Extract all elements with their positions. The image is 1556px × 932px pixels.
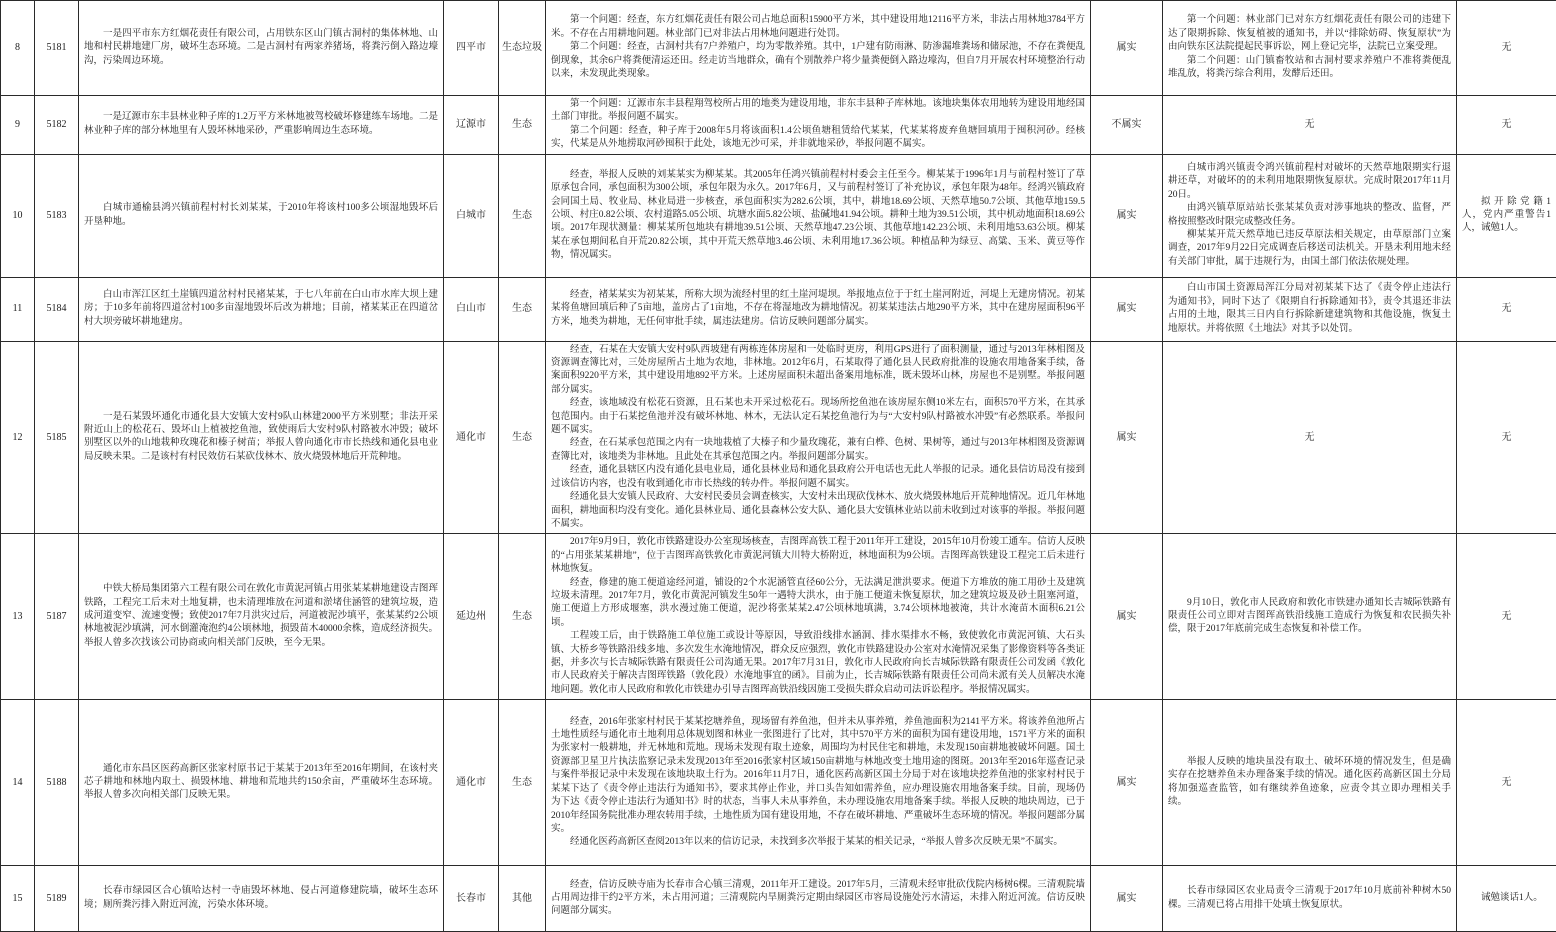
report-content-cell: 一是四平市东方红烟花责任有限公司，占用铁东区山门镇古洞村的集体林地、山地和村民耕地建厂房，破坏生态环境。二是古洞村有两家养猪场，将粪污倒入路边壕沟，污染周边环境。: [79, 1, 444, 96]
verification-cell: 经查，举报人反映的刘某某实为柳某某。其2005年任鸿兴镇前程村村委会主任至今。柳某某于1996年1月与前程村签订了草原承包合同，承包面积为300公顷，承包年限为永久。2017年6月，又与前程村签订了补充协议，承包年限为48年。经鸿兴镇政府会同国土局、牧业局、林业局进一步核查，承包面积实为282.6公顷，其中，耕地18.69公顷、天然草地50.7公顷、其他草地159.5公顷、村庄0.82公顷、农村道路5.05公顷、坑塘水面5.82公顷、盐碱地41.94公顷。耕种土地为39.51公顷，其中机动地面积18.69公顷。2017年现状测量：柳某某所包地块有耕地39.51公顷、天然草地47.23公顷、其他草地142.23公顷、未利用地53.63公顷。柳某某在承包期间私自开荒20.82公顷，其中开荒天然草地3.46公顷、未利用地17.36公顷。种植品种为绿豆、高粱、玉米、黄豆等作物，情况属实。: [546, 154, 1091, 277]
accountability-cell: 无: [1457, 277, 1556, 341]
report-content-cell: 一是石某毁坏通化市通化县大安镇大安村9队山林建2000平方米别墅；非法开采附近山上的松花石、毁坏山上植被挖鱼池，致使雨后大安村9队村路被水冲毁；破坏别墅区以外的山地栽种玫瑰花和榛子树苗；举报人曾向通化市市长热线和通化县电业局反映未果。二是该村有村民效仿石某砍伐林木、放火烧毁林地后开荒种地。: [79, 341, 444, 534]
city-cell: 长春市: [444, 866, 499, 932]
table-row: [1, 1, 1556, 96]
verified-status-cell: 属实: [1091, 866, 1163, 932]
report-content-cell: 白山市浑江区红土崖镇四道岔村村民褚某某，于七八年前在白山市水库大坝上建房；于10多年前将四道岔村100多亩湿地毁坏后改为耕地；目前，褚某某正在四道岔村大坝旁破坏耕地建房。: [79, 277, 444, 341]
table-row: [1, 700, 1556, 866]
table-row: [1, 341, 1556, 534]
row-no-cell: 14: [1, 700, 35, 866]
row-no-cell: 9: [1, 96, 35, 155]
handling-cell: 白山市国土资源局浑江分局对初某某下达了《责令停止违法行为通知书》，同时下达了《限期自行拆除通知书》，责令其退还非法占用的土地，限其三日内自行拆除新建建筑物和其他设施，恢复土地原状。并将依照《土地法》对其予以处罚。: [1163, 277, 1457, 341]
city-cell: 辽源市: [444, 96, 499, 155]
table-row: [1, 154, 1556, 277]
report-content-cell: 中铁大桥局集团第六工程有限公司在敦化市黄泥河镇占用张某某耕地建设吉图珲铁路，工程完工后未对土地复耕，也未清理堆放在河道和淤堵住涵管的建筑垃圾，造成河道变窄、流速变慢；致使2017年7月洪灾过后，河道被泥沙填平，张某某约2公顷林地被泥沙填满，河水倒灌淹泡约4公顷林地，损毁苗木40000余株，造成经济损失。举报人曾多次找该公司协商或向相关部门反映，至今无果。: [79, 534, 444, 700]
row-no-cell: 10: [1, 154, 35, 277]
category-cell: 其他: [499, 866, 546, 932]
handling-cell: 举报人反映的地块虽没有取土、破坏环境的情况发生，但是确实存在挖塘养鱼未办理备案手续的情况。通化医药高新区国土分局将加强巡查监管，如有继续养鱼迹象，应责令其立即办理相关手续。: [1163, 700, 1457, 866]
case-id-cell: 5182: [35, 96, 79, 155]
report-table-body: [1, 1, 1556, 932]
verified-status-cell: 属实: [1091, 154, 1163, 277]
verification-cell: 2017年9月9日，敦化市铁路建设办公室现场核查，吉图珲高铁工程于2011年开工建设，2015年10月份竣工通车。信访人反映的“占用张某某耕地”，位于吉图珲高铁敦化市黄泥河镇大川特大桥附近，林地面积为9公顷。吉图珲高铁建设工程完工后未进行林地恢复。 经查，修建的施工便道途经河道，铺设的2个水泥涵管直径60公分，无法满足泄洪要求。便道下方堆放的施工用砂土及建筑垃圾未清理。2017年7月，敦化市黄泥河镇发生50年一遇特大洪水，由于施工便道未恢复原状，加之建筑垃圾及砂土阻塞河道，施工便道上方形成堰塞，洪水漫过施工便道，泥沙将张某某2.47公顷林地填满，3.74公顷林地被淹，共计水淹苗木面积6.21公顷。 工程竣工后，由于铁路施工单位施工或设计等原因，导致沿线排水涵洞、排水渠排水不畅，致使敦化市黄泥河镇、大石头镇、大桥乡等铁路沿线多地、多次发生水淹地情况，群众反应强烈，敦化市铁路建设办公室对水淹情况采集了影像资料等各类证据，并多次与长吉城际铁路有限责任公司沟通无果。2017年7月31日，敦化市人民政府向长吉城际铁路有限责任公司发函《敦化市人民政府关于解决吉图珲铁路（敦化段）水淹地事宜的函》。目前为止，长吉城际铁路有限责任公司尚未派有关人员解决水淹地问题。敦化市人民政府和敦化市铁建办引导吉图珲高铁沿线因施工受损失群众启动司法诉讼程序。举报情况属实。: [546, 534, 1091, 700]
case-id-cell: 5189: [35, 866, 79, 932]
accountability-cell: 无: [1457, 96, 1556, 155]
category-cell: 生态: [499, 341, 546, 534]
verified-status-cell: 属实: [1091, 700, 1163, 866]
case-id-cell: 5188: [35, 700, 79, 866]
report-content-cell: 白城市通榆县鸿兴镇前程村村长刘某某，于2010年将该村100多公顷湿地毁坏后开垦种地。: [79, 154, 444, 277]
row-no-cell: 12: [1, 341, 35, 534]
accountability-cell: 诫勉谈话1人。: [1457, 866, 1556, 932]
report-content-cell: 通化市东昌区医药高新区张家村原书记于某某于2013年至2016年期间，在该村夹芯子耕地和林地内取土、损毁林地、耕地和荒地共约150余亩，严重破坏生态环境。举报人曾多次向相关部门反映无果。: [79, 700, 444, 866]
case-id-cell: 5185: [35, 341, 79, 534]
report-content-cell: 长春市绿园区合心镇哈达村一寺庙毁坏林地、侵占河道修建院墙，破坏生态环境；厕所粪污排入附近河流，污染水体环境。: [79, 866, 444, 932]
case-id-cell: 5184: [35, 277, 79, 341]
handling-cell: 第一个问题：林业部门已对东方红烟花责任有限公司的违建下达了限期拆除、恢复植被的通知书，并以“排除妨碍、恢复原状”为由向铁东区法院提起民事诉讼，网上登记完毕，法院已立案受理。 第二个问题：山门镇畜牧站和古洞村要求养殖户不准将粪便乱堆乱放，将粪污综合利用，发酵后还田。: [1163, 1, 1457, 96]
city-cell: 通化市: [444, 341, 499, 534]
verification-cell: 第一个问题：经查，东方红烟花责任有限公司占地总面积15900平方米，其中建设用地12116平方米，非法占用林地3784平方米。不存在占用耕地问题。林业部门已对非法占用林地问题进行处罚。 第二个问题：经查，古洞村共有7户养殖户，均为零散养殖。其中，1户建有防雨淋、防渗漏堆粪场和储尿池，不存在粪便乱倒现象，其余6户将粪便清运还田。经走访当地群众，确有个别散养户将少量粪便倒入路边壕沟，但自7月开展农村环境整治行动以来，未发现此类现象。: [546, 1, 1091, 96]
verification-cell: 经查，石某在大安镇大安村9队西坡建有两栋连体房屋和一处临时更房，利用GPS进行了面积测量，通过与2013年林相图及资源调查簿比对，三处房屋所占土地为农地，非林地。2012年6月，石某取得了通化县人民政府批准的设施农用地备案手续，备案面积9220平方米，其中建设用地892平方米。上述房屋面积未超出备案用地标准，既未毁坏山林，房屋也不是别墅。举报问题部分属实。 经查，该地域没有松花石资源，且石某也未开采过松花石。现场所挖鱼池在该房屋东侧10米左右，面积570平方米，在其承包范围内。由于石某挖鱼池并没有破坏林地、林木，无法认定石某挖鱼池行为与“大安村9队村路被水冲毁”有必然联系。举报问题不属实。 经查，在石某承包范围之内有一块地栽植了大榛子和少量玫瑰花，兼有白桦、色树、果树等，通过与2013年林相图及资源调查簿比对，该地类为非林地。且此处在其承包范围之内。举报问题部分属实。 经查，通化县辖区内没有通化县电业局，通化县林业局和通化县政府公开电话也无此人举报的记录。通化县信访局没有接到过该信访内容，也没有收到通化市市长热线的转办件。举报问题不属实。 经通化县大安镇人民政府、大安村民委员会调查核实，大安村未出现砍伐林木、放火烧毁林地后开荒种地情况。近几年林地面积，耕地面积均没有变化。通化县林业局、通化县森林公安大队、通化县大安镇林业站以前未收到过对该事的举报。举报问题不属实。: [546, 341, 1091, 534]
table-row: [1, 534, 1556, 700]
verified-status-cell: 属实: [1091, 534, 1163, 700]
verification-cell: 经查，褚某某实为初某某，所称大坝为流经村里的红土崖河堤坝。举报地点位于于红土崖河附近，河堤上无建房情况。初某某将鱼塘回填后种了5亩地，盖房占了1亩地，不存在将湿地改为耕地情况。初某某违法占地290平方米，其中在建房屋面积96平方米，地类为耕地，无任何审批手续，属违法建房。信访反映问题部分属实。: [546, 277, 1091, 341]
row-no-cell: 11: [1, 277, 35, 341]
case-id-cell: 5183: [35, 154, 79, 277]
table-row: [1, 277, 1556, 341]
category-cell: 生态: [499, 277, 546, 341]
accountability-cell: 无: [1457, 1, 1556, 96]
case-id-cell: 5181: [35, 1, 79, 96]
category-cell: 生态: [499, 700, 546, 866]
verification-cell: 第一个问题：辽源市东丰县程翔驾校所占用的地类为建设用地，非东丰县种子库林地。该地块集体农用地转为建设用地经国土部门审批。举报问题不属实。 第二个问题：经查，种子库于2008年5月将该面积1.4公顷鱼塘租赁给代某某，代某某将废弃鱼塘回填用于囤积河砂。经核实，代某是从外地捞取河砂囤积于此处，该地无沙可采，并非就地采砂，举报问题不属实。: [546, 96, 1091, 155]
handling-cell: 白城市鸿兴镇责令鸿兴镇前程村对破坏的天然草地限期实行退耕还草，对破坏的的未利用地限期恢复原状。完成时限2017年11月20日。 由鸿兴镇草原站站长张某某负责对涉事地块的整改、监督，严格按照整改时限完成整改任务。 柳某某开荒天然草地已违反草原法相关规定，由草原部门立案调查，2017年9月22日完成调查后移送司法机关。开垦未利用地未经有关部门审批，属于违规行为，由国土部门依法依规处理。: [1163, 154, 1457, 277]
category-cell: 生态: [499, 154, 546, 277]
report-content-cell: 一是辽源市东丰县林业种子库的1.2万平方米林地被驾校破坏修建练车场地。二是林业种子库的部分林地里有人毁坏林地采砂，严重影响周边生态环境。: [79, 96, 444, 155]
handling-cell: 9月10日，敦化市人民政府和敦化市铁建办通知长吉城际铁路有限责任公司立即对吉图珲高铁沿线施工造成行为恢复和农民损失补偿，限于2017年底前完成生态恢复和补偿工作。: [1163, 534, 1457, 700]
accountability-cell: 无: [1457, 700, 1556, 866]
handling-cell: 长春市绿园区农业局责令三清观于2017年10月底前补种树木50棵。三清观已将占用排干处填土恢复原状。: [1163, 866, 1457, 932]
handling-cell: 无: [1163, 96, 1457, 155]
city-cell: 白城市: [444, 154, 499, 277]
table-row: [1, 96, 1556, 155]
table-row: [1, 866, 1556, 932]
category-cell: 生态: [499, 96, 546, 155]
verification-cell: 经查，信访反映寺庙为长春市合心镇三清观，2011年开工建设。2017年5月，三清观未经审批砍伐院内杨树6棵。三清观院墙占用周边排干约2平方米，未占用河道；三清观院内旱厕粪污定期由绿园区市容局设施处污水清运，未排入附近河流。信访反映问题部分属实。: [546, 866, 1091, 932]
handling-cell: 无: [1163, 341, 1457, 534]
accountability-cell: 无: [1457, 341, 1556, 534]
city-cell: 延边州: [444, 534, 499, 700]
category-cell: 生态垃圾: [499, 1, 546, 96]
row-no-cell: 15: [1, 866, 35, 932]
city-cell: 白山市: [444, 277, 499, 341]
city-cell: 四平市: [444, 1, 499, 96]
verification-cell: 经查，2016年张家村村民于某某挖塘养鱼，现场留有养鱼池，但并未从事养殖，养鱼池面积为2141平方米。将该养鱼池所占土地性质经与通化市土地利用总体规划图和林业一张图进行了比对，其中570平方米的面积为国有建设用地，1571平方米的面积为张家村一般耕地，并无林地和荒地。现场未发现有取土迹象，周围均为村民住宅和耕地，未发现150亩耕地被破坏问题。国土资源部卫星卫片执法监察记录未发现2013年至2016张家村区域150亩耕地与林地改变土地用途的图斑。2013年至2016年巡查记录与案件举报记录中未发现在该地块取土行为。2016年11月7日，通化医药高新区国土分局于对在该地块挖养鱼池的张家村村民于某某下达了《责令停止违法行为通知书》，要求其停止作业，并口头告知如需养鱼，应办理设施农用地备案手续。目前，现场仍为下达《责令停止违法行为通知书》时的状态，当事人未从事养鱼，未办理设施农用地备案手续。举报人反映的地块周边，已于2010年经国务院批准办理农转用手续，土地性质为国有建设用地，不存在破坏耕地、严重破坏生态环境的情况。举报问题部分属实。 经通化医药高新区查阅2013年以来的信访记录，未找到多次举报于某某的相关记录，“举报人曾多次反映无果”不属实。: [546, 700, 1091, 866]
verified-status-cell: 属实: [1091, 277, 1163, 341]
verified-status-cell: 属实: [1091, 341, 1163, 534]
verified-status-cell: 属实: [1091, 1, 1163, 96]
verified-status-cell: 不属实: [1091, 96, 1163, 155]
case-id-cell: 5187: [35, 534, 79, 700]
city-cell: 通化市: [444, 700, 499, 866]
row-no-cell: 13: [1, 534, 35, 700]
accountability-cell: 拟开除党籍1人，党内严重警告1人，诫勉1人。: [1457, 154, 1556, 277]
category-cell: 生态: [499, 534, 546, 700]
accountability-cell: 无: [1457, 534, 1556, 700]
row-no-cell: 8: [1, 1, 35, 96]
